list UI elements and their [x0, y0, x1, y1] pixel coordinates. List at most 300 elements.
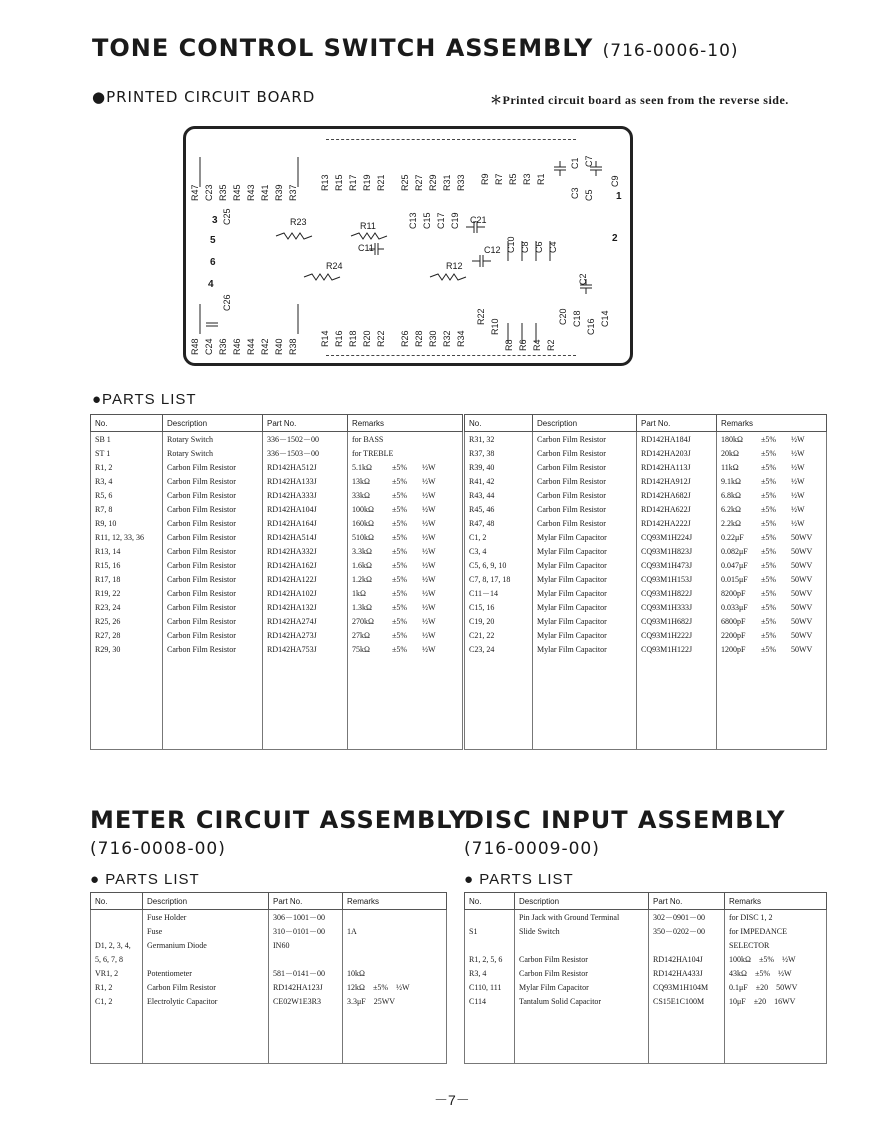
meter-code-wrap [90, 832, 226, 860]
cell-part-no: RD142HA104J [649, 952, 725, 966]
table-row [465, 938, 827, 952]
page-number: －7－ [434, 1092, 470, 1108]
table-row [91, 628, 463, 642]
table-row [465, 530, 827, 544]
cell-no [465, 938, 515, 952]
cell-remarks [717, 530, 827, 544]
table-row [91, 530, 463, 544]
cell-no: R1, 2 [91, 460, 163, 474]
cell-no [465, 910, 515, 925]
col-description: Description [163, 415, 263, 432]
remark-rating: ½W [791, 448, 805, 458]
tone-parts-table-left [90, 414, 463, 750]
cell-remarks [343, 938, 447, 952]
remark-value: 0.047μF [721, 560, 748, 570]
cell-description: Carbon Film Resistor [533, 432, 637, 447]
cell-part-no: CQ93M1H222J [637, 628, 717, 642]
pcb-label: C12 [484, 245, 501, 255]
table-row [465, 642, 827, 656]
remark-tolerance: ±5% [392, 546, 408, 556]
remark-value: 3.3kΩ [352, 546, 372, 556]
filler-cell [465, 1008, 515, 1064]
table-row [91, 980, 447, 994]
table-row [465, 474, 827, 488]
remark-rating: ½W [422, 518, 436, 528]
table-filler [91, 656, 463, 750]
table-row [91, 572, 463, 586]
cell-remarks [348, 516, 463, 530]
cell-no: S1 [465, 924, 515, 938]
cell-part-no: CE02W1E3R3 [269, 994, 343, 1008]
cell-part-no: RD142HA162J [263, 558, 348, 572]
cell-description: Carbon Film Resistor [533, 516, 637, 530]
cell-no: C11－14 [465, 586, 533, 600]
table-row [91, 474, 463, 488]
cell-description [143, 952, 269, 966]
cell-part-no: RD142HA102J [263, 586, 348, 600]
cell-remarks: 12kΩ ±5% ½W [343, 980, 447, 994]
cell-part-no: CS15E1C100M [649, 994, 725, 1008]
table-row [91, 994, 447, 1008]
cell-no: C114 [465, 994, 515, 1008]
cell-description: Carbon Film Resistor [163, 544, 263, 558]
cell-no: R29, 30 [91, 642, 163, 656]
col-no: No. [91, 415, 163, 432]
remark-value: 8200pF [721, 588, 746, 598]
cell-remarks [348, 614, 463, 628]
col-part-no: Part No. [263, 415, 348, 432]
remark-tolerance: ±5% [392, 504, 408, 514]
cell-no: R13, 14 [91, 544, 163, 558]
pcb-heading: ●PRINTED CIRCUIT BOARD [92, 88, 316, 106]
cell-description: Carbon Film Resistor [533, 502, 637, 516]
cell-description: Mylar Film Capacitor [533, 614, 637, 628]
pcb-label: R34 [456, 330, 466, 347]
cell-remarks: SELECTOR [725, 938, 827, 952]
cell-no: 5, 6, 7, 8 [91, 952, 143, 966]
disc-parts-table [464, 892, 827, 1064]
table-row [465, 502, 827, 516]
cell-part-no: 581－0141－00 [269, 966, 343, 980]
pcb-label: C18 [572, 310, 582, 327]
pcb-dash-top [326, 139, 576, 140]
pcb-label: R21 [376, 174, 386, 191]
cell-no: R41, 42 [465, 474, 533, 488]
pcb-label: R42 [260, 338, 270, 355]
remark-value: 1200pF [721, 644, 746, 654]
cell-part-no: RD142HA433J [649, 966, 725, 980]
cell-part-no: CQ93M1H822J [637, 586, 717, 600]
pcb-label: R45 [232, 184, 242, 201]
pcb-label: R37 [288, 184, 298, 201]
remark-tolerance: ±5% [761, 546, 777, 556]
table-row [91, 432, 463, 447]
remark-rating: ½W [422, 476, 436, 486]
cell-part-no: RD142HA622J [637, 502, 717, 516]
remark-tolerance: ±5% [392, 462, 408, 472]
remark-value: 0.082μF [721, 546, 748, 556]
pcb-label: R31 [442, 174, 452, 191]
filler-cell [91, 656, 163, 750]
table-filler [91, 1008, 447, 1064]
remark-value: 0.22μF [721, 532, 744, 542]
cell-description: Electrolytic Capacitor [143, 994, 269, 1008]
cell-part-no: RD142HA912J [637, 474, 717, 488]
remark-tolerance: ±5% [761, 462, 777, 472]
cell-remarks: for DISC 1, 2 [725, 910, 827, 925]
pcb-label: R8 [504, 339, 514, 351]
pcb-label: C11 [358, 243, 374, 253]
filler-cell [91, 1008, 143, 1064]
table-row [465, 614, 827, 628]
cell-remarks [717, 586, 827, 600]
table-row [91, 642, 463, 656]
pcb-label: R39 [274, 184, 284, 201]
pcb-label: R1 [536, 173, 546, 185]
pcb-label: R30 [428, 330, 438, 347]
cell-remarks [717, 460, 827, 474]
table-row [465, 446, 827, 460]
remark-value: 20kΩ [721, 448, 739, 458]
cell-remarks: 3.3μF 25WV [343, 994, 447, 1008]
table-row [91, 938, 447, 952]
cell-no: R3, 4 [91, 474, 163, 488]
cell-remarks [348, 530, 463, 544]
cell-no: R3, 4 [465, 966, 515, 980]
table-filler [465, 656, 827, 750]
pcb-label: R13 [320, 174, 330, 191]
cell-no: R1, 2 [91, 980, 143, 994]
remark-tolerance: ±5% [761, 532, 777, 542]
remark-value: 1kΩ [352, 588, 366, 598]
remark-rating: ½W [791, 434, 805, 444]
cell-part-no: RD142HA113J [637, 460, 717, 474]
table-row [91, 952, 447, 966]
pcb-label: R19 [362, 174, 372, 191]
table-row [91, 544, 463, 558]
remark-value: 0.033μF [721, 602, 748, 612]
pcb-label: C5 [584, 189, 594, 201]
table-row [465, 600, 827, 614]
table-row [465, 516, 827, 530]
pcb-label: R3 [522, 173, 532, 185]
cell-no [91, 924, 143, 938]
pcb-dash-bottom [326, 355, 576, 356]
pcb-label: R36 [218, 338, 228, 355]
cell-remarks [348, 600, 463, 614]
remark-value: for BASS [352, 434, 384, 444]
cell-remarks [717, 614, 827, 628]
cell-remarks [717, 628, 827, 642]
pcb-pin: 5 [210, 235, 216, 246]
remark-tolerance: ±5% [392, 616, 408, 626]
pcb-label: C1 [570, 157, 580, 169]
pcb-label: C23 [204, 184, 214, 201]
filler-cell [263, 656, 348, 750]
cell-part-no: CQ93M1H104M [649, 980, 725, 994]
remark-tolerance: ±5% [392, 518, 408, 528]
remark-tolerance: ±5% [392, 644, 408, 654]
cell-part-no: CQ93M1H224J [637, 530, 717, 544]
remark-value: 75kΩ [352, 644, 370, 654]
cell-no: C1, 2 [465, 530, 533, 544]
pcb-note: ＊Printed circuit board as seen from the reverse side. [490, 93, 789, 107]
remark-tolerance: ±5% [761, 588, 777, 598]
cell-no: R17, 18 [91, 572, 163, 586]
pcb-label: C19 [450, 212, 460, 229]
cell-remarks: 100kΩ ±5% ½W [725, 952, 827, 966]
filler-cell [637, 656, 717, 750]
cell-part-no: CQ93M1H122J [637, 642, 717, 656]
remark-tolerance: ±5% [761, 490, 777, 500]
cell-remarks [717, 502, 827, 516]
remark-value: 2.2kΩ [721, 518, 741, 528]
cell-no: R45, 46 [465, 502, 533, 516]
pcb-label: C13 [408, 212, 418, 229]
cell-description: Mylar Film Capacitor [533, 628, 637, 642]
table-row [465, 460, 827, 474]
cell-description [515, 938, 649, 952]
cell-remarks [717, 558, 827, 572]
remark-rating: ½W [422, 630, 436, 640]
cell-remarks [717, 474, 827, 488]
remark-value: 510kΩ [352, 532, 374, 542]
table-row [465, 544, 827, 558]
pcb-label: R35 [218, 184, 228, 201]
table-row [465, 952, 827, 966]
cell-description: Mylar Film Capacitor [533, 544, 637, 558]
pcb-label: R38 [288, 338, 298, 355]
remark-rating: ½W [422, 532, 436, 542]
pcb-label: R16 [334, 330, 344, 347]
pcb-label: R4 [532, 339, 542, 351]
pcb-label: R23 [290, 217, 307, 227]
remark-rating: ½W [791, 462, 805, 472]
cell-no: R1, 2, 5, 6 [465, 952, 515, 966]
cell-part-no: RD142HA273J [263, 628, 348, 642]
cell-part-no: RD142HA753J [263, 642, 348, 656]
table-row [465, 488, 827, 502]
filler-cell [725, 1008, 827, 1064]
col-no: No. [91, 893, 143, 910]
pcb-label: R46 [232, 338, 242, 355]
remark-tolerance: ±5% [761, 434, 777, 444]
col-remarks: Remarks [348, 415, 463, 432]
col-no: No. [465, 415, 533, 432]
remark-tolerance: ±5% [761, 644, 777, 654]
cell-no: C5, 6, 9, 10 [465, 558, 533, 572]
pcb-label: R14 [320, 330, 330, 347]
remark-tolerance: ±5% [392, 588, 408, 598]
cell-remarks [348, 558, 463, 572]
cell-remarks [717, 488, 827, 502]
cell-no: R27, 28 [91, 628, 163, 642]
pcb-label: R43 [246, 184, 256, 201]
filler-cell [649, 1008, 725, 1064]
remark-value: 1.2kΩ [352, 574, 372, 584]
remark-tolerance: ±5% [392, 560, 408, 570]
remark-rating: 50WV [791, 560, 813, 570]
tone-title-text: TONE CONTROL SWITCH ASSEMBLY [92, 34, 594, 62]
cell-remarks [343, 910, 447, 925]
col-description: Description [515, 893, 649, 910]
remark-tolerance: ±5% [761, 616, 777, 626]
remark-rating: ½W [422, 560, 436, 570]
pcb-label: C3 [570, 187, 580, 199]
remark-value: 13kΩ [352, 476, 370, 486]
remark-tolerance: ±5% [761, 476, 777, 486]
cell-remarks [348, 642, 463, 656]
pcb-pin: 4 [208, 279, 214, 290]
col-description: Description [533, 415, 637, 432]
cell-description: Carbon Film Resistor [163, 502, 263, 516]
col-remarks: Remarks [343, 893, 447, 910]
table-row [91, 586, 463, 600]
cell-description: Carbon Film Resistor [533, 446, 637, 460]
pcb-pin: 3 [212, 215, 218, 226]
cell-remarks [717, 516, 827, 530]
remark-rating: ½W [791, 490, 805, 500]
cell-description: Carbon Film Resistor [163, 530, 263, 544]
pcb-label: R44 [246, 338, 256, 355]
pcb-label: R9 [480, 173, 490, 185]
pcb-label: C2 [578, 273, 588, 285]
cell-no: R9, 10 [91, 516, 163, 530]
remark-tolerance: ±5% [761, 574, 777, 584]
cell-remarks [717, 600, 827, 614]
cell-remarks [717, 572, 827, 586]
cell-part-no: RD142HA222J [637, 516, 717, 530]
pcb-label: R29 [428, 174, 438, 191]
cell-part-no [269, 952, 343, 966]
remark-value: 6.8kΩ [721, 490, 741, 500]
remark-value: 6800pF [721, 616, 746, 626]
cell-remarks [348, 446, 463, 460]
pcb-label: C20 [558, 308, 568, 325]
table-row [91, 966, 447, 980]
cell-no: C15, 16 [465, 600, 533, 614]
cell-remarks: 10μF ±20 16WV [725, 994, 827, 1008]
cell-part-no [649, 938, 725, 952]
cell-description: Mylar Film Capacitor [533, 600, 637, 614]
cell-no: C21, 22 [465, 628, 533, 642]
remark-rating: 50WV [791, 546, 813, 556]
cell-description: Carbon Film Resistor [163, 558, 263, 572]
remark-value: 6.2kΩ [721, 504, 741, 514]
cell-remarks [348, 488, 463, 502]
cell-part-no: RD142HA274J [263, 614, 348, 628]
remark-rating: ½W [422, 602, 436, 612]
cell-description: Pin Jack with Ground Terminal [515, 910, 649, 925]
cell-part-no: RD142HA133J [263, 474, 348, 488]
remark-tolerance: ±5% [392, 630, 408, 640]
remark-tolerance: ±5% [392, 532, 408, 542]
cell-part-no: CQ93M1H333J [637, 600, 717, 614]
remark-tolerance: ±5% [761, 448, 777, 458]
cell-description: Carbon Film Resistor [163, 488, 263, 502]
cell-description: Germanium Diode [143, 938, 269, 952]
cell-no: C1, 2 [91, 994, 143, 1008]
remark-value: 1.3kΩ [352, 602, 372, 612]
remark-rating: ½W [422, 644, 436, 654]
table-row [465, 432, 827, 447]
cell-no: D1, 2, 3, 4, [91, 938, 143, 952]
cell-part-no: RD142HA164J [263, 516, 348, 530]
cell-part-no: CQ93M1H823J [637, 544, 717, 558]
cell-remarks [717, 432, 827, 447]
pcb-label: C10 [506, 236, 516, 253]
cell-no: C3, 4 [465, 544, 533, 558]
pcb-label: R2 [546, 339, 556, 351]
table-row [465, 980, 827, 994]
pcb-label: C21 [470, 215, 487, 225]
remark-rating: ½W [422, 546, 436, 556]
cell-description: Carbon Film Resistor [163, 474, 263, 488]
cell-part-no: RD142HA333J [263, 488, 348, 502]
table-row [91, 446, 463, 460]
cell-description: Mylar Film Capacitor [533, 586, 637, 600]
cell-part-no: 310－0101－00 [269, 924, 343, 938]
cell-description: Carbon Film Resistor [163, 586, 263, 600]
pcb-label: R12 [446, 261, 463, 271]
cell-description: Carbon Film Resistor [533, 460, 637, 474]
remark-value: 270kΩ [352, 616, 374, 626]
cell-part-no: RD142HA514J [263, 530, 348, 544]
remark-rating: 50WV [791, 602, 813, 612]
cell-no: ST 1 [91, 446, 163, 460]
pcb-label: R25 [400, 174, 410, 191]
remark-rating: 50WV [791, 616, 813, 626]
cell-no: R7, 8 [91, 502, 163, 516]
cell-remarks [348, 432, 463, 447]
pcb-label: R24 [326, 261, 343, 271]
table-row [465, 924, 827, 938]
pcb-label: C15 [422, 212, 432, 229]
cell-no: R11, 12, 33, 36 [91, 530, 163, 544]
cell-description: Carbon Film Resistor [515, 966, 649, 980]
cell-description: Mylar Film Capacitor [515, 980, 649, 994]
cell-description: Carbon Film Resistor [163, 572, 263, 586]
cell-remarks [717, 544, 827, 558]
cell-remarks: 0.1μF ±20 50WV [725, 980, 827, 994]
cell-remarks [717, 446, 827, 460]
cell-part-no: 306－1001－00 [269, 910, 343, 925]
meter-code: (716-0008-00) [90, 839, 226, 859]
cell-description: Carbon Film Resistor [163, 642, 263, 656]
pcb-label: R28 [414, 330, 424, 347]
remark-tolerance: ±5% [392, 476, 408, 486]
cell-part-no: CQ93M1H153J [637, 572, 717, 586]
filler-cell [143, 1008, 269, 1064]
remark-value: for TREBLE [352, 448, 394, 458]
pcb-label: R10 [490, 318, 500, 335]
cell-description: Rotary Switch [163, 432, 263, 447]
col-part-no: Part No. [637, 415, 717, 432]
meter-parts-table [90, 892, 447, 1064]
remark-rating: ½W [422, 462, 436, 472]
col-part-no: Part No. [269, 893, 343, 910]
filler-cell [515, 1008, 649, 1064]
cell-description: Carbon Film Resistor [163, 516, 263, 530]
cell-remarks: 1A [343, 924, 447, 938]
pcb-traces [186, 129, 630, 363]
disc-code-wrap [464, 832, 600, 860]
remark-rating: 50WV [791, 588, 813, 598]
pcb-label: C9 [610, 175, 620, 187]
remark-tolerance: ±5% [761, 602, 777, 612]
cell-part-no: RD142HA512J [263, 460, 348, 474]
pcb-label: R7 [494, 173, 504, 185]
